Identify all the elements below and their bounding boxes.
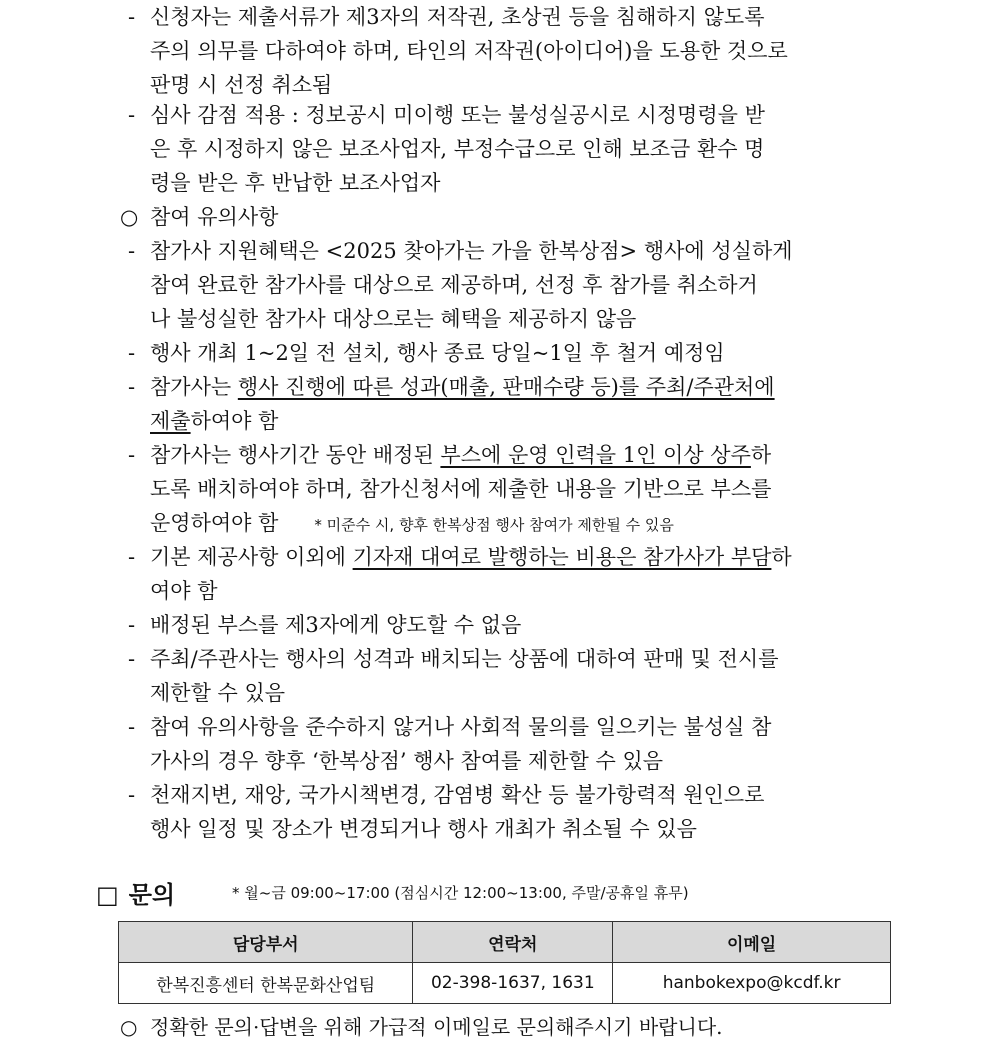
dash-bullet: - <box>128 545 136 569</box>
item-text-line: 판명 시 선정 취소됨 <box>150 73 333 97</box>
column-header-contact: 연락처 <box>413 922 613 963</box>
item-text-line: 심사 감점 적용 : 정보공시 미이행 또는 불성실공시로 시정명령을 받 <box>150 103 765 127</box>
item-text-line: 참여 완료한 참가사를 대상으로 제공하며, 선정 후 참가를 취소하거 <box>150 273 758 297</box>
participation-heading-text: 참여 유의사항 <box>150 205 279 229</box>
checkbox-square-icon: □ <box>96 881 119 909</box>
inquiry-footer-note <box>120 1011 723 1040</box>
item-text-line: 신청자는 제출서류가 제3자의 저작권, 초상권 등을 침해하지 않도록 <box>150 5 765 29</box>
item-text: 하 <box>750 443 772 467</box>
underlined-text: 기자재 대여로 발행하는 비용은 참가사가 부담 <box>352 545 772 569</box>
table-header-row <box>119 922 891 963</box>
dash-bullet: - <box>128 341 136 365</box>
item-text-line: 배정된 부스를 제3자에게 양도할 수 없음 <box>150 613 522 637</box>
list-item <box>128 438 898 542</box>
list-item <box>128 0 898 102</box>
participation-heading <box>120 200 278 234</box>
item-text-line: 도록 배치하여야 하며, 참가신청서에 제출한 내용을 기반으로 부스를 <box>150 477 772 501</box>
item-text-line <box>128 404 898 438</box>
column-header-department: 담당부서 <box>119 922 413 963</box>
footnote-text: * 미준수 시, 향후 한복상점 행사 참여가 제한될 수 있음 <box>314 516 674 534</box>
dash-bullet: - <box>128 783 136 807</box>
item-text-line: 참여 유의사항을 준수하지 않거나 사회적 물의를 일으키는 불성실 참 <box>150 715 772 739</box>
item-text-line: 천재지변, 재앙, 국가시책변경, 감염병 확산 등 불가항력적 원인으로 <box>150 783 765 807</box>
item-text-line <box>128 370 898 404</box>
list-item <box>128 336 898 370</box>
item-text-line: 여야 함 <box>150 579 218 603</box>
item-text: 기본 제공사항 이외에 <box>150 545 353 569</box>
contact-table <box>118 921 891 1004</box>
column-header-email: 이메일 <box>613 922 891 963</box>
dash-bullet: - <box>128 375 136 399</box>
item-text: 운영하여야 함 <box>150 511 279 535</box>
item-text-line: 제한할 수 있음 <box>150 681 286 705</box>
item-text-line: 나 불성실한 참가사 대상으로는 혜택을 제공하지 않음 <box>150 307 637 331</box>
item-text-line: 주최/주관사는 행사의 성격과 배치되는 상품에 대하여 판매 및 전시를 <box>150 647 779 671</box>
item-text: 참가사는 <box>150 375 238 399</box>
list-item <box>128 540 898 608</box>
item-text-line: 은 후 시정하지 않은 보조사업자, 부정수급으로 인해 보조금 환수 명 <box>150 137 765 161</box>
item-text-line: 참가사 지원혜택은 <2025 찾아가는 가을 한복상점> 행사에 성실하게 <box>150 239 793 263</box>
dash-bullet: - <box>128 647 136 671</box>
item-text-line: 주의 의무를 다하여야 하며, 타인의 저작권(아이디어)을 도용한 것으로 <box>150 39 788 63</box>
item-text-line: 행사 일정 및 장소가 변경되거나 행사 개최가 취소될 수 있음 <box>150 817 697 841</box>
list-item <box>128 710 898 778</box>
item-text: 하여야 함 <box>190 409 279 433</box>
list-item <box>128 608 898 642</box>
item-text-line: 령을 받은 후 반납한 보조사업자 <box>150 171 441 195</box>
underlined-text: 부스에 운영 인력을 1인 이상 상주 <box>440 443 751 467</box>
item-text-line: 가사의 경우 향후 ‘한복상점’ 행사 참여를 제한할 수 있음 <box>150 749 664 773</box>
item-text: 참가사는 행사기간 동안 배정된 <box>150 443 441 467</box>
dash-bullet: - <box>128 5 136 29</box>
underlined-text: 제출 <box>150 409 191 433</box>
dash-bullet: - <box>128 613 136 637</box>
inquiry-title-text: 문의 <box>128 881 176 909</box>
item-text-line <box>128 506 898 542</box>
email-cell: hanbokexpo@kcdf.kr <box>613 963 891 1004</box>
footer-note-text: 정확한 문의·답변을 위해 가급적 이메일로 문의해주시기 바랍니다. <box>150 1015 723 1039</box>
phone-cell: 02-398-1637, 1631 <box>413 963 613 1004</box>
list-item <box>128 642 898 710</box>
inquiry-section-title <box>96 875 175 910</box>
circle-bullet: ○ <box>120 1015 138 1039</box>
dash-bullet: - <box>128 443 136 467</box>
item-text: 하 <box>771 545 792 569</box>
table-row <box>119 963 891 1004</box>
dash-bullet: - <box>128 715 136 739</box>
list-item <box>128 778 898 846</box>
circle-bullet: ○ <box>120 205 139 229</box>
department-cell: 한복진흥센터 한복문화산업팀 <box>119 963 413 1004</box>
list-item <box>128 98 898 200</box>
dash-bullet: - <box>128 239 136 263</box>
item-text-line <box>128 540 898 574</box>
dash-bullet: - <box>128 103 136 127</box>
item-text-line: 행사 개최 1~2일 전 설치, 행사 종료 당일~1일 후 철거 예정임 <box>150 341 725 365</box>
item-text-line <box>128 438 898 472</box>
underlined-text: 행사 진행에 따른 성과(매출, 판매수량 등)를 주최/주관처에 <box>237 375 775 399</box>
business-hours-note: * 월~금 09:00~17:00 (점심시간 12:00~13:00, 주말/공휴일 휴무) <box>232 884 689 902</box>
list-item <box>128 234 898 336</box>
list-item <box>128 370 898 438</box>
